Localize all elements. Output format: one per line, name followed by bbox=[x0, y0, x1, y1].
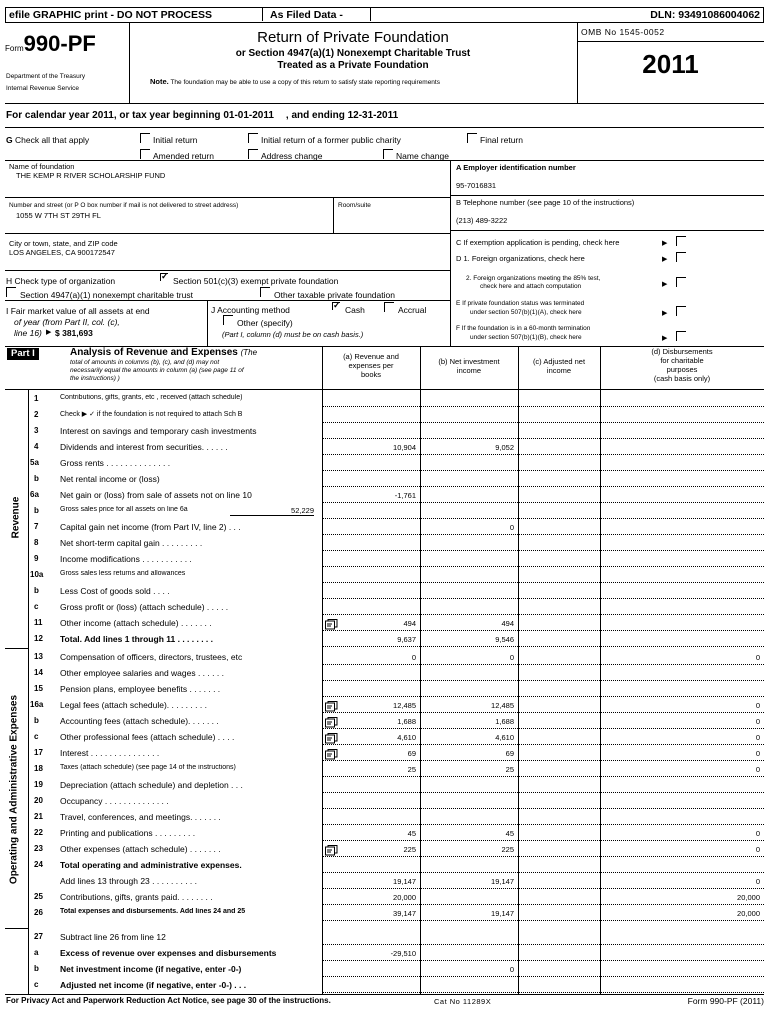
form-title: Return of Private Foundation bbox=[257, 29, 449, 46]
col-a-value: 225 bbox=[403, 845, 416, 854]
initial-former-checkbox[interactable] bbox=[248, 133, 258, 143]
line-description: Dividends and interest from securities. . . . . . bbox=[60, 442, 228, 452]
col-c-header bbox=[518, 357, 600, 375]
note-label: Note. bbox=[150, 77, 169, 86]
line-description: Gross sales less returns and allowances bbox=[60, 570, 186, 577]
table-row bbox=[0, 503, 770, 519]
other-method-checkbox[interactable] bbox=[223, 315, 233, 325]
table-row bbox=[0, 841, 770, 857]
j-note: (Part I, column (d) must be on cash basis.) bbox=[222, 330, 364, 339]
table-row bbox=[0, 391, 770, 407]
table-row bbox=[0, 455, 770, 471]
part-title bbox=[70, 347, 257, 359]
form-number: 990-PF bbox=[23, 31, 96, 56]
line-number: 22 bbox=[34, 828, 43, 837]
other-method-label: Other (specify) bbox=[237, 318, 293, 328]
dln-label: DLN: 93491086004062 bbox=[650, 9, 760, 21]
col-b-header bbox=[420, 357, 518, 375]
table-row bbox=[0, 631, 770, 647]
col-b-header-1: (b) Net investment bbox=[438, 357, 500, 366]
foundation-name-label: Name of foundation bbox=[9, 162, 75, 171]
other-taxable-label: Other taxable private foundation bbox=[274, 290, 395, 300]
col-a-header-2: expenses per bbox=[348, 361, 394, 370]
line-description: Less Cost of goods sold . . . . bbox=[60, 586, 170, 596]
col-a-value: 494 bbox=[403, 619, 416, 628]
line-number: 17 bbox=[34, 748, 43, 757]
city-state-zip: LOS ANGELES, CA 900172547 bbox=[9, 248, 115, 257]
gross-sales-value: 52,229 bbox=[230, 506, 314, 516]
form-header bbox=[5, 23, 764, 103]
final-return-checkbox[interactable] bbox=[467, 133, 477, 143]
phone-label: B Telephone number (see page 10 of the instructions) bbox=[456, 198, 635, 207]
line-description: Compensation of officers, directors, trustees, etc bbox=[60, 652, 243, 662]
line-number: 13 bbox=[34, 652, 43, 661]
table-row bbox=[0, 407, 770, 423]
line-number: 11 bbox=[34, 618, 43, 627]
table-row bbox=[0, 713, 770, 729]
line-description: Gross sales price for all assets on line 6a bbox=[60, 506, 188, 513]
cat-number: Cat No 11289X bbox=[434, 997, 492, 1006]
line-number: c bbox=[34, 602, 39, 611]
col-d-value: 0 bbox=[755, 717, 760, 726]
line-number: 27 bbox=[34, 932, 43, 941]
line-number: 14 bbox=[34, 668, 43, 677]
calendar-end: , and ending 12-31-2011 bbox=[285, 110, 399, 121]
col-d-value: 0 bbox=[755, 845, 760, 854]
i-label-1: I Fair market value of all assets at end bbox=[6, 306, 150, 316]
initial-return-checkbox[interactable] bbox=[140, 133, 150, 143]
line-number: c bbox=[34, 980, 39, 989]
room-suite-label: Room/suite bbox=[338, 202, 371, 209]
line-description: Net short-term capital gain . . . . . . . . . bbox=[60, 538, 203, 548]
note-text: The foundation may be able to use a copy of this return to satisfy state reporting requirements bbox=[168, 79, 440, 86]
line-description: Interest . . . . . . . . . . . . . . . bbox=[60, 748, 160, 758]
table-row bbox=[0, 729, 770, 745]
d1-arrow-icon: ▶ bbox=[662, 256, 668, 263]
table-row bbox=[0, 665, 770, 681]
col-b-value: 9,546 bbox=[495, 635, 514, 644]
address-change-checkbox[interactable] bbox=[248, 149, 258, 159]
initial-return-label: Initial return bbox=[153, 135, 198, 145]
part-desc-3: the instructions) ) bbox=[70, 375, 120, 382]
col-d-value: 0 bbox=[755, 749, 760, 758]
c-arrow-icon: ▶ bbox=[662, 240, 668, 247]
col-a-value: 45 bbox=[407, 829, 416, 838]
line-description: Pension plans, employee benefits . . . . . . . bbox=[60, 684, 221, 694]
line-description: Gross profit or (loss) (attach schedule) . . . . . bbox=[60, 602, 229, 612]
g-check-all: Check all that apply bbox=[15, 135, 90, 145]
irs: Internal Revenue Service bbox=[6, 85, 79, 92]
col-b-value: 0 bbox=[509, 965, 514, 974]
f-label-2: under section 507(b)(1)(B), check here bbox=[470, 334, 582, 341]
line-number: 26 bbox=[34, 908, 43, 917]
revenue-side-label: Revenue bbox=[10, 496, 22, 539]
cash-check-icon: ✓ bbox=[333, 300, 341, 310]
as-filed-label: As Filed Data - bbox=[270, 9, 343, 21]
table-row bbox=[0, 977, 770, 993]
accrual-checkbox[interactable] bbox=[384, 302, 394, 312]
e-label-2: under section 507(b)(1)(A), check here bbox=[470, 309, 582, 316]
col-a-value: 12,485 bbox=[393, 701, 416, 710]
col-a-value: 10,904 bbox=[393, 443, 416, 452]
line-description: Subtract line 26 from line 12 bbox=[60, 932, 166, 942]
line-number: c bbox=[34, 732, 39, 741]
col-a-value: 25 bbox=[407, 765, 416, 774]
part-desc-2: necessarily equal the amounts in column (a) (see page 11 of bbox=[70, 367, 244, 374]
col-a-value: 19,147 bbox=[393, 877, 416, 886]
col-d-value: 0 bbox=[755, 653, 760, 662]
line-description: Accounting fees (attach schedule). . . . . . . bbox=[60, 716, 219, 726]
i-arrow-icon: ▶ bbox=[46, 329, 52, 336]
table-row bbox=[0, 615, 770, 631]
final-return-label: Final return bbox=[480, 135, 523, 145]
table-row bbox=[0, 551, 770, 567]
line-number: 4 bbox=[34, 442, 39, 451]
col-c-header-2: income bbox=[546, 366, 572, 375]
line-number: b bbox=[34, 964, 39, 973]
line-number: 3 bbox=[34, 426, 39, 435]
col-d-value: 0 bbox=[755, 877, 760, 886]
d2-checkbox[interactable] bbox=[676, 277, 686, 287]
efile-label: efile GRAPHIC print - DO NOT PROCESS bbox=[9, 9, 213, 21]
col-a-value: 39,147 bbox=[393, 909, 416, 918]
col-b-value: 9,052 bbox=[495, 443, 514, 452]
table-row bbox=[0, 745, 770, 761]
table-row bbox=[0, 905, 770, 921]
line-description: Check ▶ ✓ if the foundation is not required to attach Sch B bbox=[60, 411, 243, 418]
line-number: 20 bbox=[34, 796, 43, 805]
col-b-value: 4,610 bbox=[495, 733, 514, 742]
f-arrow-icon: ▶ bbox=[662, 335, 668, 342]
omb-number: OMB No 1545-0052 bbox=[581, 27, 665, 37]
initial-former-label: Initial return of a former public charity bbox=[261, 135, 401, 145]
section-4947-checkbox[interactable] bbox=[6, 287, 16, 297]
table-row bbox=[0, 681, 770, 697]
col-b-value: 1,688 bbox=[495, 717, 514, 726]
line-number: 25 bbox=[34, 892, 43, 901]
line-number: b bbox=[34, 716, 39, 725]
table-row bbox=[0, 583, 770, 599]
col-b-value: 69 bbox=[505, 749, 514, 758]
line-description: Capital gain net income (from Part IV, line 2) . . . bbox=[60, 522, 241, 532]
line-description: Total expenses and disbursements. Add lines 24 and 25 bbox=[60, 908, 246, 915]
col-d-header-3: purposes bbox=[666, 365, 698, 374]
accrual-label: Accrual bbox=[398, 305, 427, 315]
col-b-value: 0 bbox=[509, 653, 514, 662]
col-d-value: 20,000 bbox=[737, 909, 760, 918]
c-exemption-label: C If exemption application is pending, check here bbox=[456, 238, 620, 247]
foundation-name: THE KEMP R RIVER SCHOLARSHIP FUND bbox=[16, 171, 166, 180]
expenses-side-label: Operating and Administrative Expenses bbox=[8, 694, 20, 885]
f-label-1: F If the foundation is in a 60-month termination bbox=[456, 325, 591, 332]
col-b-value: 19,147 bbox=[491, 909, 514, 918]
table-row bbox=[0, 873, 770, 889]
part-label: Part I bbox=[7, 348, 39, 360]
line-number: 16a bbox=[30, 700, 44, 709]
ein-value: 95-7016831 bbox=[456, 181, 497, 190]
col-a-value: 69 bbox=[407, 749, 416, 758]
line-number: 18 bbox=[34, 764, 43, 773]
line-number: 19 bbox=[34, 780, 43, 789]
tax-year: 2011 bbox=[642, 49, 699, 79]
line-description: Contributions, gifts, grants, etc , received (attach schedule) bbox=[60, 394, 243, 401]
name-change-checkbox[interactable] bbox=[383, 149, 393, 159]
line-number: 21 bbox=[34, 812, 43, 821]
col-d-header bbox=[600, 347, 764, 383]
section-501c3-check-icon: ✓ bbox=[161, 271, 169, 281]
table-row bbox=[0, 777, 770, 793]
table-row bbox=[0, 825, 770, 841]
d1-foreign-checkbox[interactable] bbox=[676, 252, 686, 262]
table-row bbox=[0, 567, 770, 583]
f-checkbox[interactable] bbox=[676, 331, 686, 341]
line-number: 1 bbox=[34, 394, 39, 403]
line-number: 6a bbox=[30, 490, 39, 499]
line-description: Net rental income or (loss) bbox=[60, 474, 160, 484]
col-b-value: 25 bbox=[505, 765, 514, 774]
col-d-value: 20,000 bbox=[737, 893, 760, 902]
line-number: 2 bbox=[34, 410, 39, 419]
col-d-value: 0 bbox=[755, 829, 760, 838]
calendar-year-line bbox=[6, 110, 398, 122]
j-label: J Accounting method bbox=[211, 305, 290, 315]
col-c-header-1: (c) Adjusted net bbox=[532, 357, 586, 366]
col-d-header-2: for charitable bbox=[660, 356, 704, 365]
col-a-header-1: (a) Revenue and bbox=[343, 352, 399, 361]
city-label: City or town, state, and ZIP code bbox=[9, 239, 118, 248]
line-description: Net gain or (loss) from sale of assets not on line 10 bbox=[60, 490, 252, 500]
col-d-value: 0 bbox=[755, 733, 760, 742]
line-description: Printing and publications . . . . . . . . . bbox=[60, 828, 196, 838]
line-number: 10a bbox=[30, 570, 44, 579]
col-a-header-3: books bbox=[360, 370, 381, 379]
table-row bbox=[0, 423, 770, 439]
part-title-suffix: (The bbox=[240, 348, 258, 357]
line-description: Other income (attach schedule) . . . . . . . bbox=[60, 618, 212, 628]
i-label-2: of year (from Part II, col. (c), bbox=[14, 317, 120, 327]
col-b-value: 494 bbox=[501, 619, 514, 628]
line-number: b bbox=[34, 474, 39, 483]
col-a-header bbox=[322, 352, 420, 379]
col-d-header-4: (cash basis only) bbox=[653, 374, 711, 383]
line-number: 12 bbox=[34, 634, 43, 643]
line-number: 24 bbox=[34, 860, 43, 869]
cash-label: Cash bbox=[345, 305, 365, 315]
h-label: H Check type of organization bbox=[6, 276, 116, 286]
line-number: 5a bbox=[30, 458, 39, 467]
privacy-notice: For Privacy Act and Paperwork Reduction Act Notice, see page 30 of the instructions. bbox=[6, 996, 331, 1005]
col-b-value: 0 bbox=[509, 523, 514, 532]
col-a-value: 1,688 bbox=[397, 717, 416, 726]
section-4947-label: Section 4947(a)(1) nonexempt charitable trust bbox=[20, 290, 193, 300]
col-a-value: -29,510 bbox=[390, 949, 416, 958]
part-desc-1: total of amounts in columns (b), (c), and (d) may not bbox=[70, 359, 220, 366]
line-number: b bbox=[34, 506, 39, 515]
col-b-header-2: income bbox=[456, 366, 482, 375]
g-section bbox=[6, 135, 89, 145]
e-arrow-icon: ▶ bbox=[662, 310, 668, 317]
part-title-text: Analysis of Revenue and Expenses bbox=[70, 347, 238, 358]
phone-value: (213) 489-3222 bbox=[456, 216, 508, 225]
line-description: Depreciation (attach schedule) and depletion . . . bbox=[60, 780, 243, 790]
line-number: 8 bbox=[34, 538, 39, 547]
line-number: 9 bbox=[34, 554, 39, 563]
col-b-value: 45 bbox=[505, 829, 514, 838]
line-number: 23 bbox=[34, 844, 43, 853]
table-row bbox=[0, 599, 770, 615]
ein-label: A Employer identification number bbox=[456, 163, 576, 172]
line-description: Legal fees (attach schedule). . . . . . . . . bbox=[60, 700, 207, 710]
col-d-header-1: (d) Disbursements bbox=[651, 347, 713, 356]
col-a-value: 9,637 bbox=[397, 635, 416, 644]
line-description: Other expenses (attach schedule) . . . . . . . bbox=[60, 844, 221, 854]
table-row bbox=[0, 945, 770, 961]
street-address: 1055 W 7TH ST 29TH FL bbox=[16, 211, 101, 220]
line-description: Travel, conferences, and meetings. . . . . . . bbox=[60, 812, 221, 822]
d2-arrow-icon: ▶ bbox=[662, 281, 668, 288]
table-row bbox=[0, 857, 770, 873]
street-label: Number and street (or P O box number if mail is not delivered to street address) bbox=[9, 202, 239, 209]
line-description: Add lines 13 through 23 . . . . . . . . . . bbox=[60, 876, 198, 886]
section-501c3-label: Section 501(c)(3) exempt private foundation bbox=[173, 276, 339, 286]
g-label: G bbox=[6, 135, 13, 145]
table-row bbox=[0, 697, 770, 713]
table-row bbox=[0, 439, 770, 455]
form-note bbox=[150, 78, 440, 87]
table-row bbox=[0, 519, 770, 535]
footer-form: Form 990-PF (2011) bbox=[687, 996, 764, 1006]
table-row bbox=[0, 961, 770, 977]
table-row bbox=[0, 471, 770, 487]
line-description: Net investment income (if negative, enter -0-) bbox=[60, 964, 242, 974]
table-row bbox=[0, 809, 770, 825]
line-number: 15 bbox=[34, 684, 43, 693]
top-bar bbox=[5, 7, 764, 23]
name-change-label: Name change bbox=[396, 151, 449, 161]
table-row bbox=[0, 761, 770, 777]
table-row bbox=[0, 889, 770, 905]
address-change-label: Address change bbox=[261, 151, 323, 161]
col-a-value: 4,610 bbox=[397, 733, 416, 742]
c-exemption-checkbox[interactable] bbox=[676, 236, 686, 246]
col-b-value: 12,485 bbox=[491, 701, 514, 710]
line-number: a bbox=[34, 948, 39, 957]
d2-label-1: 2. Foreign organizations meeting the 85% test, bbox=[466, 275, 601, 282]
line-description: Excess of revenue over expenses and disbursements bbox=[60, 948, 277, 958]
line-description: Occupancy . . . . . . . . . . . . . . bbox=[60, 796, 169, 806]
col-d-value: 0 bbox=[755, 701, 760, 710]
col-b-value: 19,147 bbox=[491, 877, 514, 886]
line-number: 7 bbox=[34, 522, 39, 531]
i-label-3: line 16) bbox=[14, 328, 42, 338]
d1-foreign-label: D 1. Foreign organizations, check here bbox=[456, 254, 585, 263]
col-a-value: 0 bbox=[411, 653, 416, 662]
calendar-begin: For calendar year 2011, or tax year beginning 01-01-2011 bbox=[6, 110, 274, 121]
line-description: Gross rents . . . . . . . . . . . . . . bbox=[60, 458, 171, 468]
col-a-value: -1,761 bbox=[394, 491, 416, 500]
line-description: Income modifications . . . . . . . . . . . bbox=[60, 554, 192, 564]
form-word: Form bbox=[5, 44, 24, 53]
d2-label-2: check here and attach computation bbox=[480, 283, 582, 290]
line-description: Other professional fees (attach schedule) . . . . bbox=[60, 732, 235, 742]
i-fmv-amount: $ 381,693 bbox=[55, 328, 93, 338]
table-row bbox=[0, 535, 770, 551]
line-description: Interest on savings and temporary cash investments bbox=[60, 426, 257, 436]
table-row bbox=[0, 649, 770, 665]
other-taxable-checkbox[interactable] bbox=[260, 287, 270, 297]
table-row bbox=[0, 487, 770, 503]
form-subtitle-2: Treated as a Private Foundation bbox=[277, 60, 429, 71]
form-subtitle-1: or Section 4947(a)(1) Nonexempt Charitable Trust bbox=[235, 48, 471, 59]
amended-return-checkbox[interactable] bbox=[140, 149, 150, 159]
col-a-value: 20,000 bbox=[393, 893, 416, 902]
line-description: Taxes (attach schedule) (see page 14 of the instructions) bbox=[60, 764, 236, 771]
amended-return-label: Amended return bbox=[153, 151, 214, 161]
col-b-value: 225 bbox=[501, 845, 514, 854]
table-row bbox=[0, 929, 770, 945]
line-description: Contributions, gifts, grants paid. . . . . . . . bbox=[60, 892, 213, 902]
form-number-block bbox=[5, 31, 96, 57]
line-description: Total. Add lines 1 through 11 . . . . . . . . bbox=[60, 634, 214, 644]
line-description: Other employee salaries and wages . . . . . . bbox=[60, 668, 224, 678]
line-description: Adjusted net income (if negative, enter -0-) . . . bbox=[60, 980, 247, 990]
dept-treasury: Department of the Treasury bbox=[6, 73, 86, 80]
e-checkbox[interactable] bbox=[676, 306, 686, 316]
col-d-value: 0 bbox=[755, 765, 760, 774]
line-description: Total operating and administrative expenses. bbox=[60, 860, 242, 870]
line-number: b bbox=[34, 586, 39, 595]
e-label-1: E If private foundation status was terminated bbox=[456, 300, 585, 307]
table-row bbox=[0, 793, 770, 809]
